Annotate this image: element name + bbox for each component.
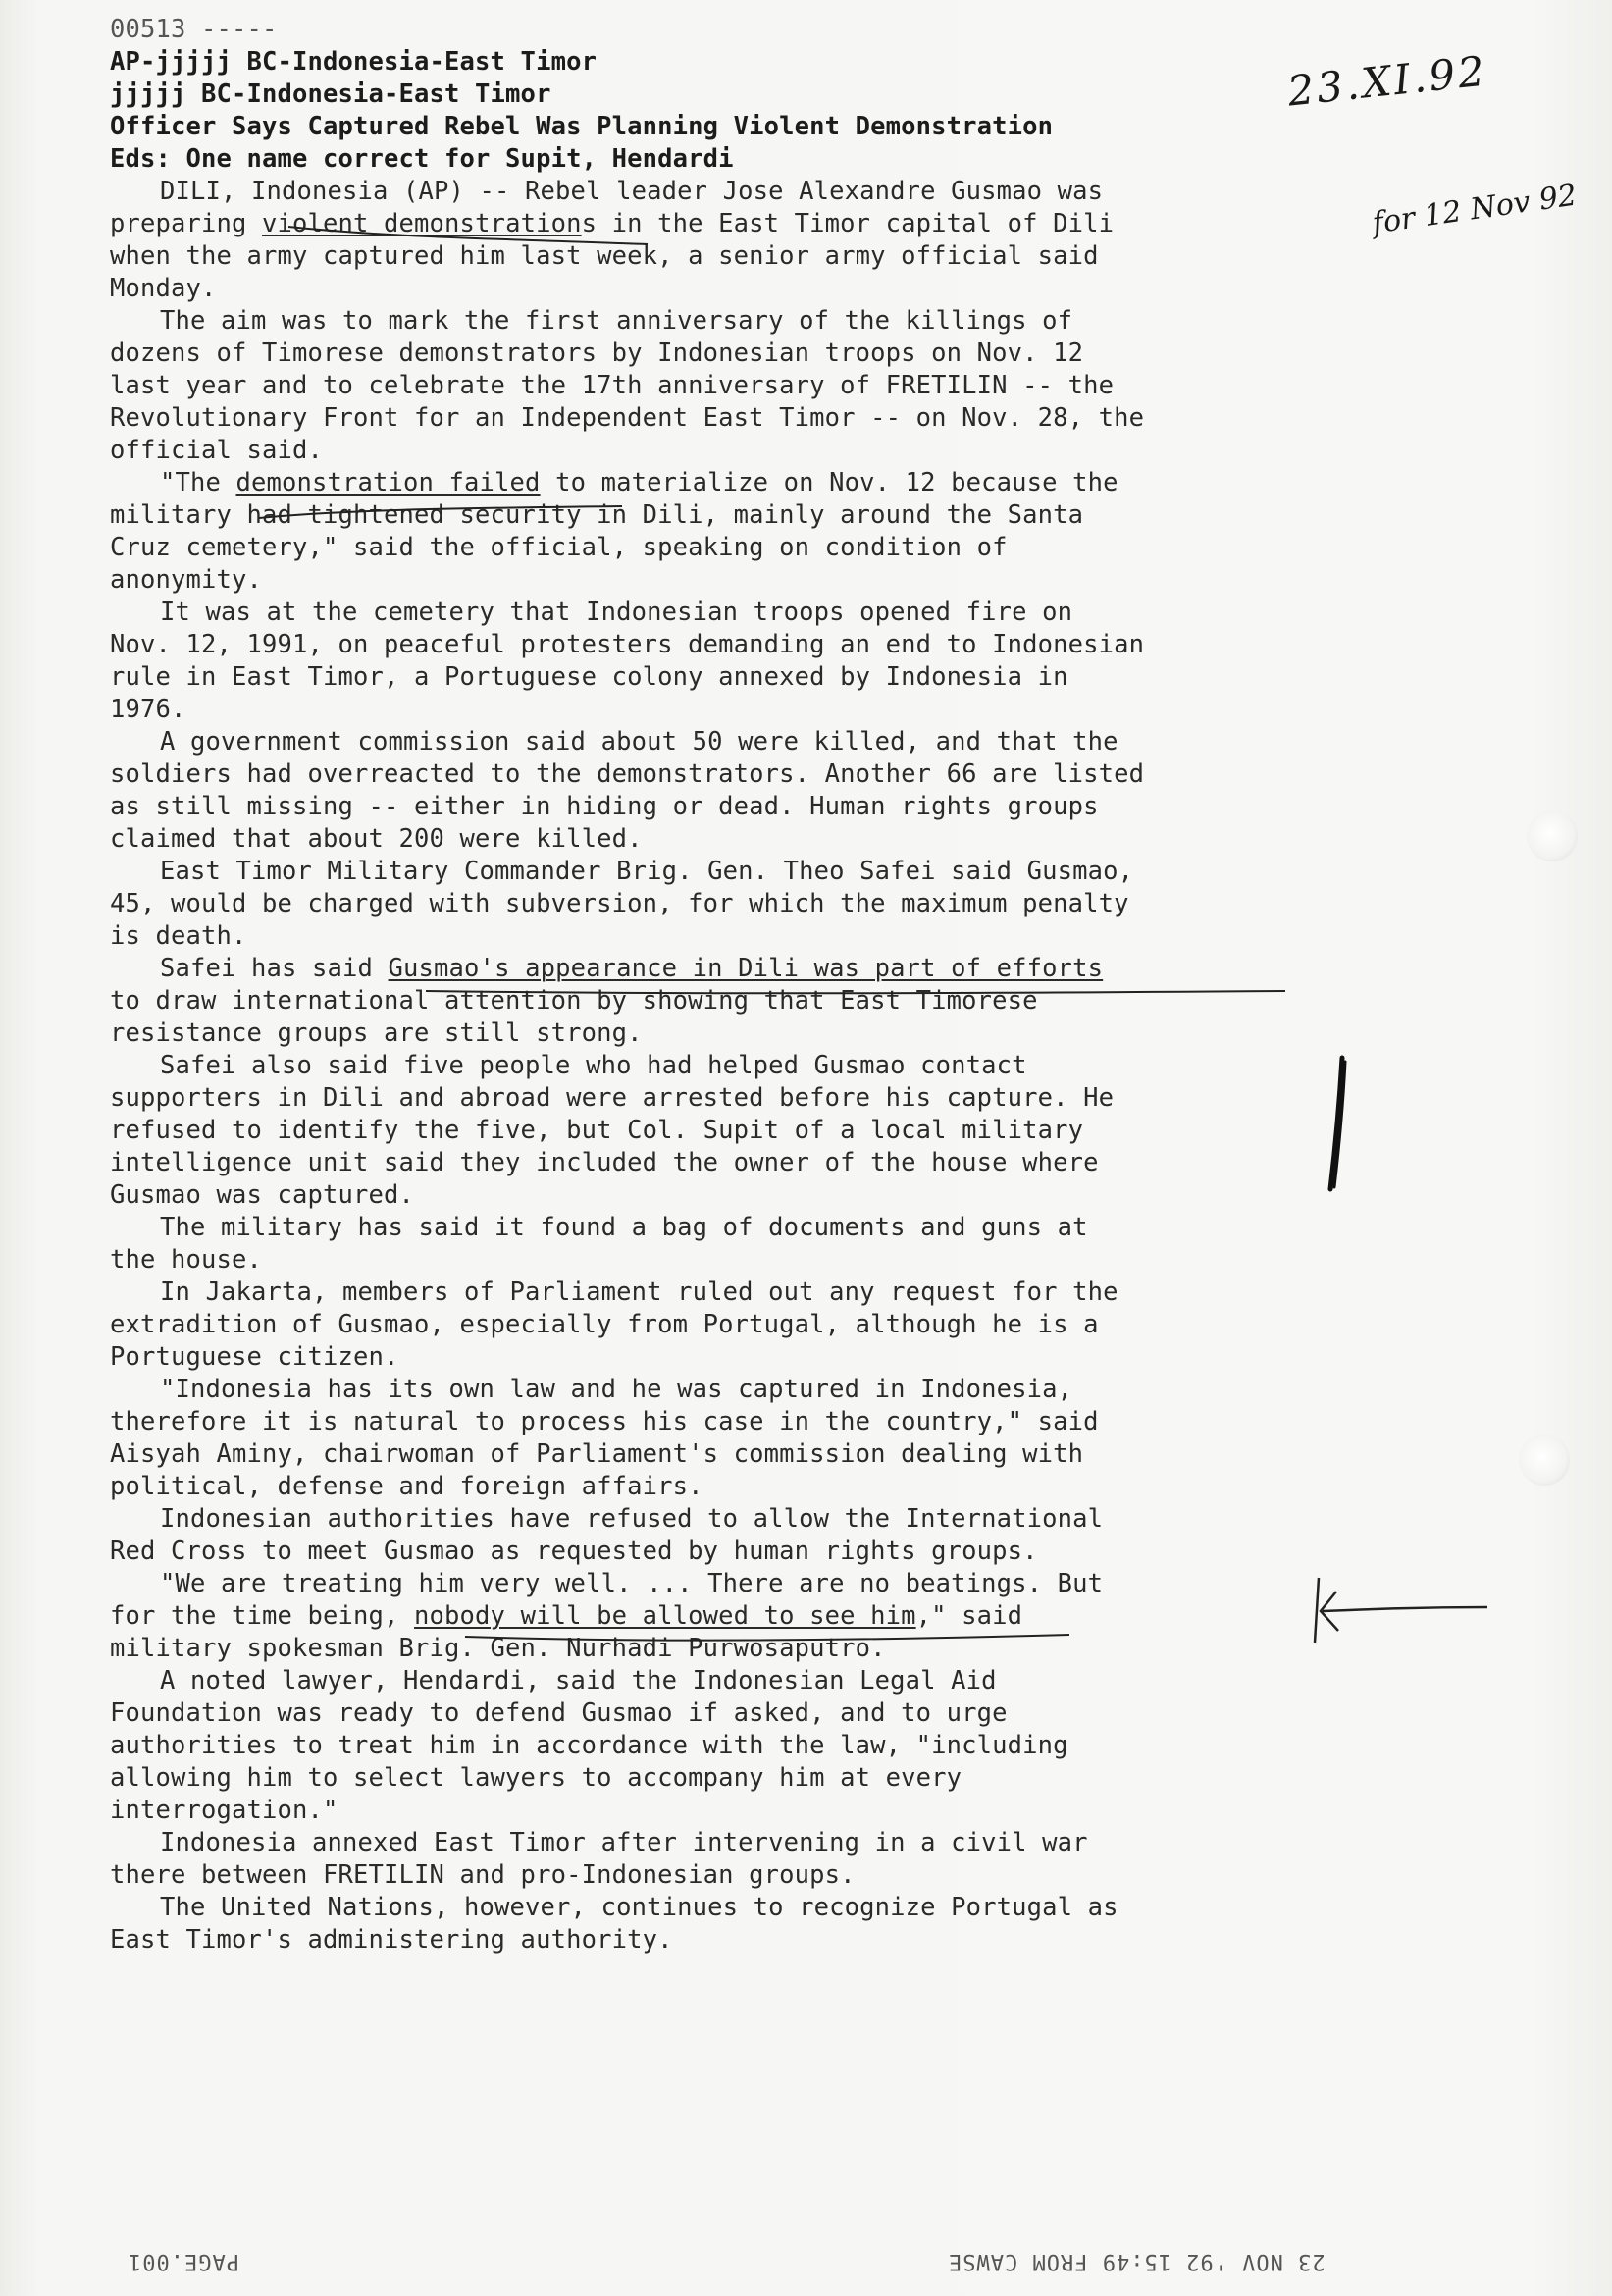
body-line: is death.	[110, 921, 247, 951]
body-line: authorities to treat him in accordance with the law, "including	[110, 1731, 1068, 1760]
underlined-phrase: Gusmao's appearance in Dili was part of efforts	[388, 954, 1104, 983]
slug-line-2: jjjjj BC-Indonesia-East Timor	[110, 79, 551, 109]
underlined-phrase: violent demonstration	[262, 209, 582, 238]
body-line: The aim was to mark the first anniversary of the killings of	[160, 306, 1073, 336]
body-line: East Timor Military Commander Brig. Gen. Theo Safei said Gusmao,	[160, 857, 1134, 886]
handwritten-side-note: for 12 Nov 92	[1370, 178, 1580, 241]
body-line	[110, 953, 1376, 985]
body-line-text: for the time being,	[110, 1601, 415, 1631]
punch-hole-top	[1527, 810, 1578, 861]
body-line: military spokesman Brig. Gen. Nurhadi Purwosaputro.	[110, 1634, 886, 1663]
body-line: Foundation was ready to defend Gusmao if asked, and to urge	[110, 1698, 1008, 1728]
body-line: Revolutionary Front for an Independent East Timor -- on Nov. 28, the	[110, 403, 1145, 433]
body-line: allowing him to select lawyers to accompany him at every	[110, 1763, 962, 1793]
underline-stroke-2	[249, 500, 642, 530]
body-line	[110, 467, 1376, 499]
body-line: military had tightened security in Dili, mainly around the Santa	[110, 500, 1084, 530]
underline-stroke	[285, 223, 677, 252]
body-line: Portuguese citizen.	[110, 1342, 399, 1372]
body-line-text: Safei has said	[160, 954, 389, 983]
body-line: official said.	[110, 436, 324, 465]
body-line: Aisyah Aminy, chairwoman of Parliament's commission dealing with	[110, 1439, 1084, 1469]
body-line	[110, 1600, 1376, 1633]
body-line: extradition of Gusmao, especially from Portugal, although he is a	[110, 1310, 1099, 1339]
body-line: A government commission said about 50 were killed, and that the	[160, 727, 1118, 757]
footer-page-number: PAGE.001	[128, 2249, 239, 2273]
body-line: Monday.	[110, 274, 217, 303]
punch-hole-bottom	[1519, 1435, 1570, 1486]
body-line: DILI, Indonesia (AP) -- Rebel leader Jose Alexandre Gusmao was	[160, 177, 1104, 206]
body-line: "Indonesia has its own law and he was captured in Indonesia,	[160, 1375, 1073, 1404]
body-line-text: ," said	[915, 1601, 1023, 1631]
body-line: interrogation."	[110, 1796, 338, 1825]
body-line: anonymity.	[110, 565, 263, 595]
body-line: Cruz cemetery," said the official, speaking on condition of	[110, 533, 1008, 562]
body-line: 45, would be charged with subversion, for which the maximum penalty	[110, 889, 1129, 918]
doc-id: 00513 -----	[110, 15, 278, 44]
body-line: to draw international attention by showing that East Timorese	[110, 986, 1038, 1016]
underlined-phrase: demonstration failed	[235, 468, 541, 497]
body-line-text: s in the East Timor capital of Dili	[581, 209, 1115, 238]
body-line: political, defense and foreign affairs.	[110, 1472, 703, 1501]
margin-bar-mark	[1321, 1052, 1360, 1199]
body-line: Indonesian authorities have refused to allow the International	[160, 1504, 1104, 1534]
body-line: when the army captured him last week, a senior army official said	[110, 241, 1099, 271]
body-line: claimed that about 200 were killed.	[110, 824, 643, 854]
body-line: soldiers had overreacted to the demonstrators. Another 66 are listed	[110, 759, 1145, 789]
body-line: Indonesia annexed East Timor after intervening in a civil war	[160, 1828, 1088, 1857]
body-line: last year and to celebrate the 17th anniversary of FRETILIN -- the	[110, 371, 1115, 400]
body-line: Nov. 12, 1991, on peaceful protesters demanding an end to Indonesian	[110, 630, 1145, 659]
body-line: the house.	[110, 1245, 263, 1275]
margin-arrow-mark	[1293, 1572, 1489, 1650]
body-line: 1976.	[110, 695, 186, 724]
body-line: Red Cross to meet Gusmao as requested by human rights groups.	[110, 1537, 1038, 1566]
slug-line-1: AP-jjjjj BC-Indonesia-East Timor	[110, 47, 598, 77]
underline-stroke-3	[422, 987, 1305, 1017]
article-text	[110, 14, 1376, 1957]
body-line: therefore it is natural to process his case in the country," said	[110, 1407, 1099, 1436]
body-line: It was at the cemetery that Indonesian troops opened fire on	[160, 598, 1073, 627]
headline: Officer Says Captured Rebel Was Planning Violent Demonstration	[110, 112, 1054, 141]
body-line: The United Nations, however, continues to recognize Portugal as	[160, 1893, 1118, 1922]
editors-note: Eds: One name correct for Supit, Hendardi	[110, 144, 734, 174]
underline-stroke-4	[461, 1633, 1099, 1662]
body-line: In Jakarta, members of Parliament ruled out any request for the	[160, 1278, 1118, 1307]
body-line-text: "The	[160, 468, 236, 497]
body-line: dozens of Timorese demonstrators by Indonesian troops on Nov. 12	[110, 339, 1084, 368]
body-line: rule in East Timor, a Portuguese colony annexed by Indonesia in	[110, 662, 1068, 692]
body-line: there between FRETILIN and pro-Indonesian groups.	[110, 1860, 856, 1890]
body-line: Gusmao was captured.	[110, 1180, 415, 1210]
body-line: East Timor's administering authority.	[110, 1925, 673, 1955]
body-line: "We are treating him very well. ... There are no beatings. But	[160, 1569, 1104, 1598]
body-line: A noted lawyer, Hendardi, said the Indonesian Legal Aid	[160, 1666, 997, 1696]
body-line: resistance groups are still strong.	[110, 1018, 643, 1048]
body-line: The military has said it found a bag of documents and guns at	[160, 1213, 1088, 1242]
article-body	[110, 176, 1376, 1957]
underlined-phrase: nobody will be allowed to see him	[414, 1601, 916, 1631]
body-line: supporters in Dili and abroad were arrested before his capture. He	[110, 1083, 1115, 1113]
footer-fax-header: 23 NOV '92 15:49 FROM CAWSE	[948, 2249, 1326, 2273]
body-line: as still missing -- either in hiding or dead. Human rights groups	[110, 792, 1099, 821]
body-line: refused to identify the five, but Col. Supit of a local military	[110, 1116, 1084, 1145]
body-line: intelligence unit said they included the owner of the house where	[110, 1148, 1099, 1177]
handwritten-date: 23.XI.92	[1284, 46, 1490, 116]
body-line-text: to materialize on Nov. 12 because the	[540, 468, 1118, 497]
body-line: Safei also said five people who had helped Gusmao contact	[160, 1051, 1027, 1080]
body-line-text: preparing	[110, 209, 263, 238]
